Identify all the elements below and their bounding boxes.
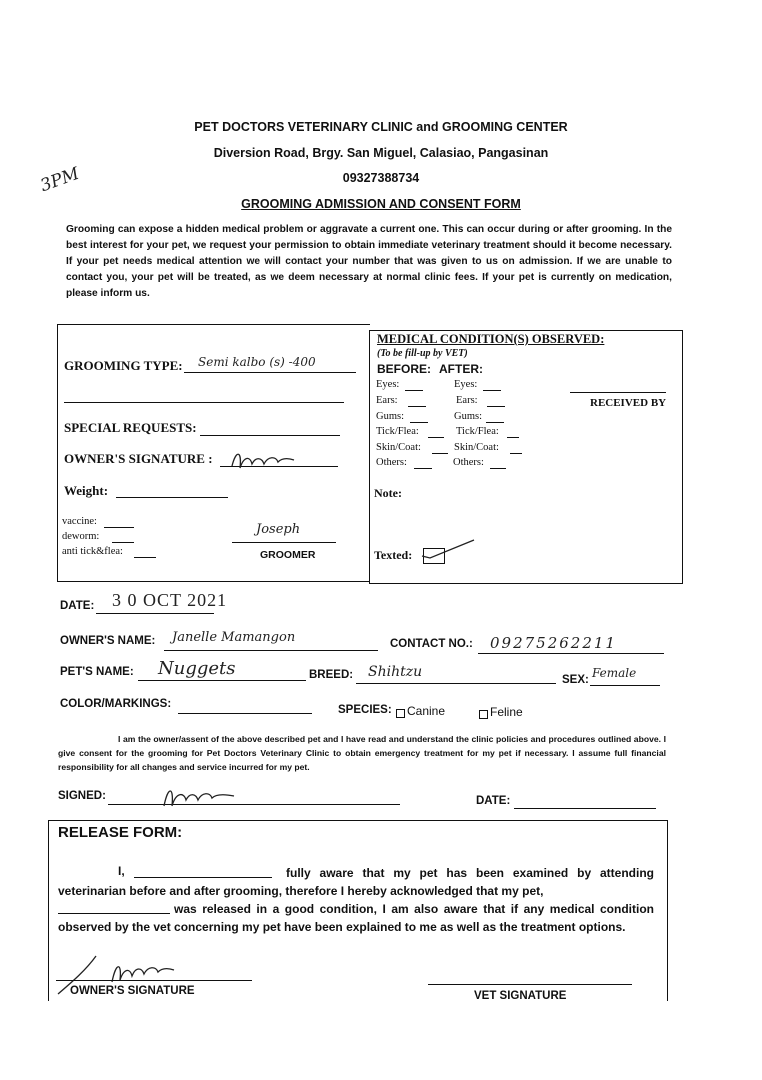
signed-label: SIGNED: bbox=[58, 790, 106, 802]
breed-label: BREED: bbox=[309, 669, 354, 681]
sex-value: Female bbox=[592, 666, 637, 680]
release-vet-sig-label: VET SIGNATURE bbox=[474, 990, 567, 1002]
texted-label: Texted: bbox=[374, 548, 413, 562]
deworm-label: deworm: bbox=[62, 531, 100, 542]
before-field[interactable] bbox=[405, 390, 423, 391]
grooming-type-extra-line[interactable] bbox=[64, 402, 344, 403]
after-item: Others: bbox=[453, 457, 484, 468]
before-field[interactable] bbox=[432, 453, 448, 454]
before-field[interactable] bbox=[408, 406, 426, 407]
consent-date-field[interactable] bbox=[514, 808, 656, 809]
before-field[interactable] bbox=[428, 437, 444, 438]
owner-signature-scribble bbox=[228, 446, 298, 481]
antitick-field[interactable] bbox=[134, 557, 156, 558]
received-by-label: RECEIVED BY bbox=[590, 397, 667, 409]
medical-title: MEDICAL CONDITION(S) OBSERVED: bbox=[377, 332, 605, 346]
species-canine-label: Canine bbox=[407, 704, 446, 718]
special-requests-label: SPECIAL REQUESTS: bbox=[64, 420, 197, 435]
after-item: Tick/Flea: bbox=[456, 426, 499, 437]
after-field[interactable] bbox=[510, 453, 522, 454]
owner-signature-label: OWNER'S SIGNATURE : bbox=[64, 451, 213, 466]
consent-date-label: DATE: bbox=[476, 795, 511, 807]
before-item: Gums: bbox=[376, 411, 405, 422]
release-owner-sig-line[interactable] bbox=[56, 980, 252, 981]
antitick-label: anti tick&flea: bbox=[62, 546, 123, 557]
after-field[interactable] bbox=[487, 406, 505, 407]
contact-label: CONTACT NO.: bbox=[390, 638, 473, 650]
consent-paragraph: I am the owner/assent of the above described pet and I have read and understand the clinic policies and procedures outlined above. I give consent for the grooming for Pet Doctors Veterinary Clinic to obtain emergency treatment for my pet if necessary. I assume full financial responsibility for all changes and service incurred for my pet. bbox=[58, 734, 666, 772]
after-label: AFTER: bbox=[439, 362, 483, 376]
groomer-label: GROOMER bbox=[260, 549, 316, 561]
color-markings-field[interactable] bbox=[178, 713, 312, 714]
note-label: Note: bbox=[374, 486, 402, 500]
pet-name-label: PET'S NAME: bbox=[60, 666, 134, 678]
after-field[interactable] bbox=[483, 390, 501, 391]
species-feline-label: Feline bbox=[490, 705, 523, 719]
owner-name-field[interactable] bbox=[164, 650, 378, 651]
grooming-type-field[interactable] bbox=[184, 372, 356, 373]
date-field[interactable] bbox=[96, 613, 214, 614]
form-title: GROOMING ADMISSION AND CONSENT FORM bbox=[241, 197, 521, 211]
sex-field[interactable] bbox=[590, 685, 660, 686]
after-item: Eyes: bbox=[454, 379, 478, 390]
after-item: Gums: bbox=[454, 411, 483, 422]
release-owner-sig-label: OWNER'S SIGNATURE bbox=[70, 985, 195, 997]
before-item: Skin/Coat: bbox=[376, 442, 421, 453]
signed-scribble bbox=[160, 784, 240, 815]
before-item: Eyes: bbox=[376, 379, 400, 390]
after-item: Ears: bbox=[456, 395, 478, 406]
owner-name-value: Janelle Mamangon bbox=[172, 630, 296, 645]
release-vet-sig-line[interactable] bbox=[428, 984, 632, 985]
groomer-name: Joseph bbox=[256, 522, 301, 537]
before-field[interactable] bbox=[414, 468, 432, 469]
date-stamp: 3 0 OCT 2021 bbox=[112, 590, 228, 610]
medical-subtitle: (To be fill-up by VET) bbox=[377, 348, 468, 359]
intro-paragraph: Grooming can expose a hidden medical problem or aggravate a current one. This can occur during or after grooming. In the best interest for your pet, we request your permission to obtain immediate veterinary treatment should it become necessary. If your pet needs medical attention we will contact your number that was given to us on admission. If we are unable to contact you, your pet will be treated, as we deem necessary at normal clinic fees. If your pet is currently on medication, please inform us. bbox=[66, 224, 672, 299]
after-field[interactable] bbox=[507, 437, 519, 438]
before-item: Ears: bbox=[376, 395, 398, 406]
clinic-address: Diversion Road, Brgy. San Miguel, Calasiao, Pangasinan bbox=[213, 146, 549, 160]
release-text-part2: fully aware that my pet has been examined by attending veterinarian before and after grooming, therefore I hereby acknowledged that my pet, bbox=[58, 866, 654, 898]
before-field[interactable] bbox=[410, 422, 428, 423]
signed-field[interactable] bbox=[108, 804, 400, 805]
clinic-phone: 09327388734 bbox=[342, 171, 420, 185]
vaccine-label: vaccine: bbox=[62, 516, 97, 527]
date-label: DATE: bbox=[60, 600, 95, 612]
special-requests-field[interactable] bbox=[200, 435, 340, 436]
pet-name-value: Nuggets bbox=[158, 658, 236, 679]
vaccine-field[interactable] bbox=[104, 527, 134, 528]
contact-field[interactable] bbox=[478, 653, 664, 654]
owner-name-label: OWNER'S NAME: bbox=[60, 635, 156, 647]
release-text-part3: was released in a good condition, I am also aware that if any medical condition observed by the vet concerning my pet have been explained to me as well as the treatment options. bbox=[58, 902, 654, 934]
before-label: BEFORE: bbox=[377, 362, 431, 376]
pet-name-field[interactable] bbox=[138, 680, 306, 681]
species-label: SPECIES: bbox=[338, 704, 392, 716]
grooming-type-label: GROOMING TYPE: bbox=[64, 358, 183, 373]
groomer-line[interactable] bbox=[232, 542, 336, 543]
release-title: RELEASE FORM: bbox=[58, 824, 183, 841]
breed-field[interactable] bbox=[356, 683, 556, 684]
after-item: Skin/Coat: bbox=[454, 442, 499, 453]
breed-value: Shihtzu bbox=[368, 664, 423, 680]
grooming-type-value: Semi kalbo (s) -400 bbox=[198, 355, 316, 369]
species-feline-checkbox[interactable] bbox=[479, 710, 488, 719]
texted-check-mark bbox=[420, 536, 480, 567]
release-text-i: I, bbox=[118, 864, 125, 878]
before-item: Others: bbox=[376, 457, 407, 468]
clinic-name: PET DOCTORS VETERINARY CLINIC and GROOMING CENTER bbox=[194, 120, 568, 134]
weight-label: Weight: bbox=[64, 483, 109, 498]
received-by-line[interactable] bbox=[570, 392, 666, 393]
contact-value: 09275262211 bbox=[490, 634, 617, 652]
handwritten-time-note: 3PM bbox=[37, 163, 82, 197]
sex-label: SEX: bbox=[562, 674, 589, 686]
after-field[interactable] bbox=[490, 468, 506, 469]
species-canine-checkbox[interactable] bbox=[396, 709, 405, 718]
deworm-field[interactable] bbox=[112, 542, 134, 543]
after-field[interactable] bbox=[486, 422, 504, 423]
color-markings-label: COLOR/MARKINGS: bbox=[60, 698, 172, 710]
weight-field[interactable] bbox=[116, 497, 228, 498]
before-item: Tick/Flea: bbox=[376, 426, 419, 437]
